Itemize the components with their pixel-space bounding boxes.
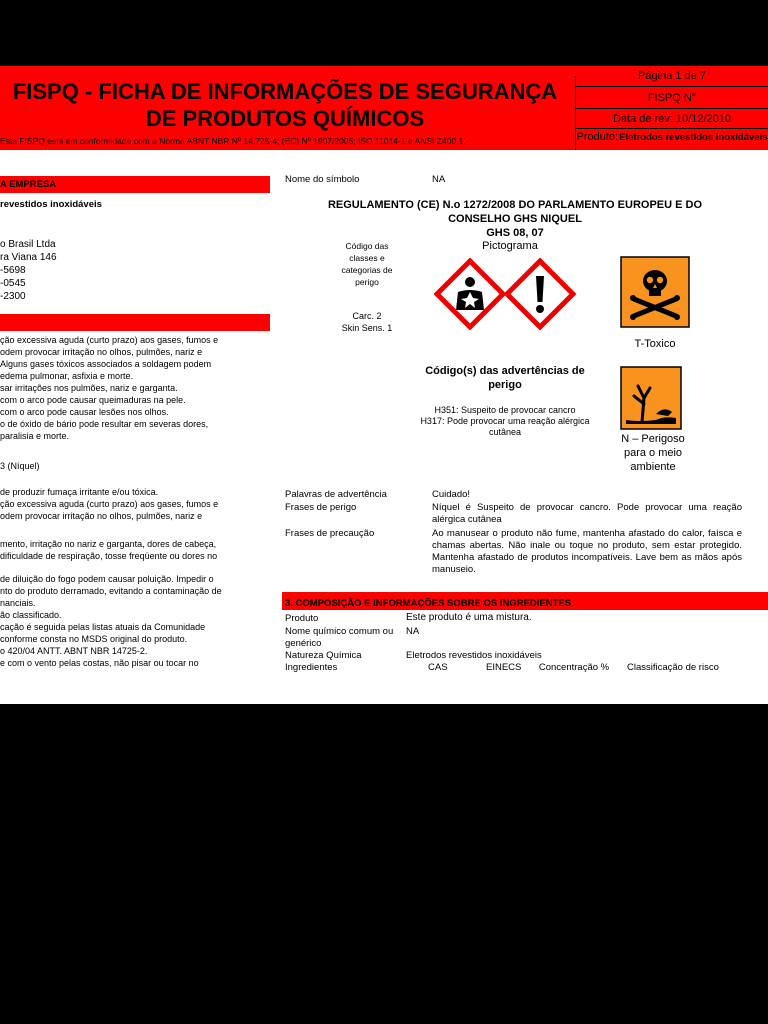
text-line: ão classificado. <box>0 610 62 620</box>
company-line: -5698 <box>0 265 26 276</box>
text-line: com o arco pode causar queimaduras na pele. <box>0 395 186 405</box>
text-line: o 420/04 ANTT. ABNT NBR 14725-2. <box>0 646 148 656</box>
hazard-paragraph-2 <box>0 486 218 522</box>
section3-bar <box>282 592 768 610</box>
text-line: odem provocar irritação no olhos, pulmões, nariz e <box>0 347 203 357</box>
text-line: conforme consta no MSDS original do produto. <box>0 634 188 644</box>
revision-date: Data de rev: 10/12/2010 <box>612 113 732 125</box>
precaution-value: Ao manusear o produto não fume, mantenha afastado do calor, faísca e chamas abertas. Não inale ou toque no produto, sem estar protegido. Mantenha afastado de produtos incompatíveis. Lave bem as mãos após manuseio. <box>432 528 742 575</box>
text-line: dificuldade de respiração, tosse freqüente ou dores no <box>0 551 218 561</box>
fispq-number: FISPQ N° <box>647 92 697 104</box>
document-header <box>0 66 768 150</box>
company-line: -0545 <box>0 278 26 289</box>
company-info <box>0 238 57 303</box>
h351-statement: H351: Suspeito de provocar cancro <box>434 405 576 415</box>
section1-title: A EMPRESA <box>0 179 57 190</box>
precaution-label: Frases de precaução <box>285 528 375 539</box>
document-title-line1: FISPQ - FICHA DE INFORMAÇÕES DE SEGURANÇA <box>12 79 558 104</box>
hazard-statements-title: Código(s) das advertências de perigo <box>425 365 585 391</box>
hazard-phrases-label: Frases de perigo <box>285 502 357 513</box>
text-line: Alguns gases tóxicos associados a soldagem podem <box>0 359 212 369</box>
left-product-name: revestidos inoxidáveis <box>0 199 102 210</box>
h317-statement: H317: Pode provocar uma reação alérgica cutânea <box>420 416 590 437</box>
col-einecs: EINECS <box>486 662 522 673</box>
text-line: nanciais. <box>0 598 36 608</box>
text-line: sar irritações nos pulmões, nariz e garganta. <box>0 383 178 393</box>
text-line: paralisia e morte. <box>0 431 70 441</box>
signal-word-label: Palavras de advertência <box>285 489 387 500</box>
col-concentration: Concentração % <box>538 662 610 673</box>
text-line: odem provocar irritação no olhos, pulmões, nariz e <box>0 511 203 521</box>
document-title-line2: DE PRODUTOS QUÍMICOS <box>145 106 425 131</box>
text-line: ção excessiva aguda (curto prazo) aos gases, fumos e <box>0 499 219 509</box>
hazard-codes <box>405 405 605 438</box>
class-codes-value: Carc. 2 Skin Sens. 1 <box>341 311 393 333</box>
nature-label: Natureza Química <box>285 650 362 661</box>
composition-product-label: Produto <box>285 613 319 624</box>
ingredients-label: Ingredientes <box>285 662 338 673</box>
class-codes-label: Código das classes e categorias de perigo <box>341 241 393 287</box>
text-line: edema pulmonar, asfixia e morte. <box>0 371 134 381</box>
ghs08-health-hazard-icon <box>434 258 506 330</box>
company-line: o Brasil Ltda <box>0 239 56 250</box>
section1-bar <box>0 176 270 193</box>
text-line: ção excessiva aguda (curto prazo) aos gases, fumos e <box>0 335 219 345</box>
text-line: o de óxido de bário pode resultar em severas dores, <box>0 419 209 429</box>
header-product <box>576 132 768 143</box>
hazard-paragraph-3 <box>0 538 217 562</box>
composition-product-value: Este produto é uma mistura. <box>406 612 532 623</box>
text-line: e com o vento pelas costas, não pisar ou tocar no <box>0 658 199 668</box>
text-line: cação é seguida pelas listas atuais da Comunidade <box>0 622 206 632</box>
text-line: de produzir fumaça irritante e/ou tóxica. <box>0 487 159 497</box>
symbol-name-label: Nome do símbolo <box>285 174 360 185</box>
hazard-paragraph-1 <box>0 334 266 442</box>
toxic-label: T-Toxico <box>634 338 676 350</box>
environment-label: N – Perigoso para o meio ambiente <box>621 433 685 473</box>
col-cas: CAS <box>428 662 448 673</box>
col-risk: Classificação de risco <box>627 662 719 673</box>
company-line: -2300 <box>0 291 26 302</box>
hazard-phrases-value: Níquel é Suspeito de provocar cancro. Pode provocar uma reação alérgica cutânea <box>432 502 742 525</box>
signal-word-value: Cuidado! <box>432 489 471 500</box>
chem-name-value: NA <box>406 626 420 637</box>
section2-bar <box>0 314 270 331</box>
company-line: ra Viana 146 <box>0 252 57 263</box>
chem-name-label: Nome químico comum ou genérico <box>285 626 394 649</box>
pictogram-label: Pictograma <box>482 240 538 252</box>
nature-value: Eletrodos revestidos inoxidáveis <box>406 650 542 661</box>
page-number: Página 1 de 7 <box>638 70 706 82</box>
regulation-title: REGULAMENTO (CE) N.o 1272/2008 DO PARLAMENTO EUROPEU E DO CONSELHO GHS NIQUEL <box>327 199 703 225</box>
nickel-line: 3 (Níquel) <box>0 461 40 471</box>
ghs-codes: GHS 08, 07 <box>486 227 544 239</box>
toxic-skull-icon <box>620 256 690 328</box>
header-product-name: Eletrodos revestidos inoxidáveis <box>619 132 768 143</box>
text-line: com o arco pode causar lesões nos olhos. <box>0 407 169 417</box>
symbol-name-value: NA <box>432 174 446 185</box>
header-product-label: Produto: <box>576 131 619 143</box>
environment-hazard-icon <box>620 366 682 430</box>
hazard-paragraph-4 <box>0 573 222 669</box>
section3-title: 3. COMPOSIÇÃO E INFORMAÇÕES SOBRE OS INGREDIENTES <box>285 598 572 609</box>
text-line: nto do produto derramado, evitando a contaminação de <box>0 586 222 596</box>
conformity-note: Esta FISPQ está em conformidade com a Norma ABNT NBR Nº 14.725-4; (EC) Nº 1907/2006; ISO 11014-1 e ANSI Z400.1. <box>0 136 466 146</box>
document-page <box>0 66 768 704</box>
ghs07-exclamation-icon <box>504 258 576 330</box>
text-line: de diluição do fogo podem causar poluição. Impedir o <box>0 574 214 584</box>
text-line: mento, irritação no nariz e garganta, dores de cabeça, <box>0 539 217 549</box>
